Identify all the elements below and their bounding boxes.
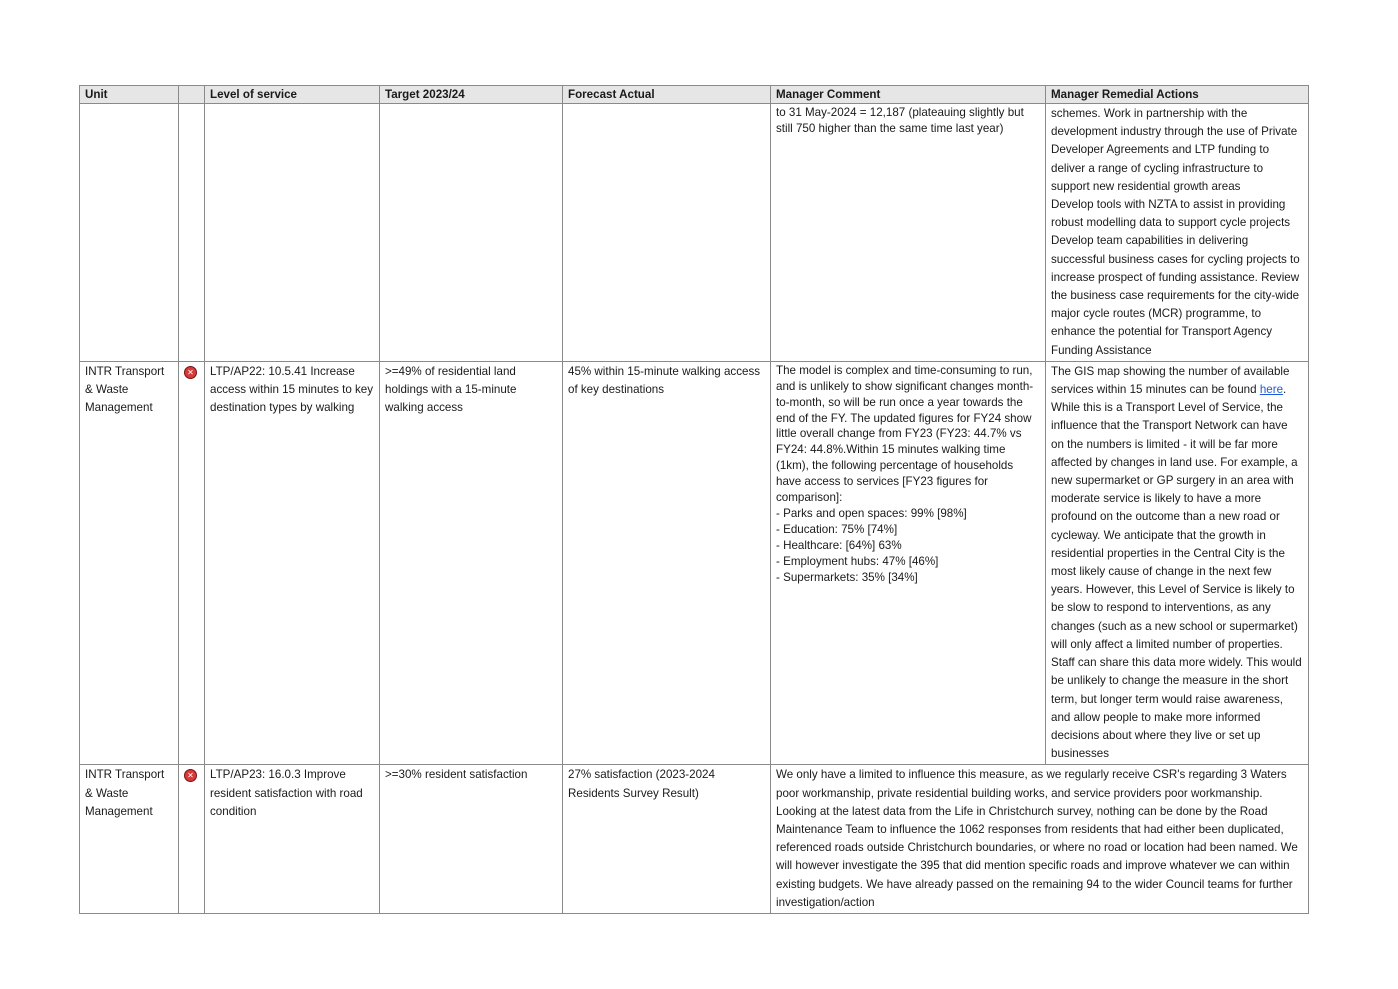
cell-target: [380, 104, 563, 362]
cell-status: [179, 361, 205, 764]
cell-forecast: [563, 104, 771, 362]
header-unit: Unit: [80, 86, 179, 104]
comment-line: - Employment hubs: 47% [46%]: [776, 554, 939, 568]
cell-comment: [771, 361, 1046, 764]
table-row: [80, 361, 1309, 764]
table-row: [80, 765, 1309, 914]
gis-map-link[interactable]: here: [1259, 383, 1284, 397]
cell-level-of-service: [205, 104, 380, 362]
cell-status: [179, 104, 205, 362]
cell-comment-merged: We only have a limited to influence this measure, as we regularly receive CSR's regarding 3 Waters poor workmanship, private residential building works, and service providers poor workmanship. Looking at the latest data from the Life in Christchurch survey, nothing can be done by the Road Maintenance Team to influence the 1062 responses from residents that had either been duplicated, referenced roads outside Christchurch boundaries, or where no road or location had been named. We will however investigate the 395 that did mention specific roads and improve whatever we can within existing budgets. We have already passed on the remaining 94 to the wider Council teams for further investigation/action: [771, 765, 1309, 914]
cell-actions: [1046, 361, 1309, 764]
cell-level-of-service: LTP/AP22: 10.5.41 Increase access within 15 minutes to key destination types by walking: [205, 361, 380, 764]
comment-line: The model is complex and time-consuming to run, and is unlikely to show significant changes month-to-month, so will be run once a year towards the end of the FY. The updated figures for FY24 show little overall change from FY23 (FY23: 44.7% vs FY24: 44.8%.Within 15 minutes walking time (1km), the following percentage of households have access to services [FY23 figures for comparison]:: [776, 363, 1034, 505]
header-manager-remedial-actions: Manager Remedial Actions: [1046, 86, 1309, 104]
header-forecast-actual: Forecast Actual: [563, 86, 771, 104]
table-row: [80, 104, 1309, 362]
actions-text-prefix: The GIS map showing the number of available services within 15 minutes can be found: [1051, 364, 1290, 397]
header-row: [80, 86, 1309, 104]
header-level-of-service: Level of service: [205, 86, 380, 104]
cell-actions: [1046, 104, 1309, 362]
header-manager-comment: Manager Comment: [771, 86, 1046, 104]
comment-line: - Parks and open spaces: 99% [98%]: [776, 507, 967, 520]
cell-comment: [771, 104, 1046, 362]
comment-line: - Education: 75% [74%]: [776, 522, 898, 536]
action-line: Develop tools with NZTA to assist in providing robust modelling data to support cycle projects: [1051, 198, 1291, 230]
cell-status: [179, 765, 205, 914]
comment-line: - Healthcare: [64%] 63%: [776, 538, 902, 552]
cell-unit: [80, 104, 179, 362]
not-achieved-icon: ✕: [184, 769, 197, 782]
action-line: schemes. Work in partnership with the development industry through the use of Private Developer Agreements and LTP funding to deliver a range of cycling infrastructure to support new residential growth areas: [1051, 107, 1298, 193]
header-target: Target 2023/24: [380, 86, 563, 104]
cell-unit: INTR Transport & Waste Management: [80, 361, 179, 764]
cell-unit: INTR Transport & Waste Management: [80, 765, 179, 914]
cell-target: >=30% resident satisfaction: [380, 765, 563, 914]
not-achieved-icon: ✕: [184, 366, 197, 379]
performance-report-table: [79, 85, 1309, 914]
action-line: Develop team capabilities in delivering successful business cases for cycling projects to increase prospect of funding assistance. Review the business case requirements for the city-wide major cycle routes (MCR) programme, to enhance the potential for Transport Agency Funding Assistance: [1051, 234, 1300, 357]
cell-target: >=49% of residential land holdings with a 15-minute walking access: [380, 361, 563, 764]
header-status: [179, 86, 205, 104]
comment-line: to 31 May-2024 = 12,187 (plateauing slightly but still 750 higher than the same time last year): [776, 106, 1024, 135]
actions-text-suffix: . While this is a Transport Level of Service, the influence that the Transport Network can have on the numbers is limited - it will be far more affected by changes in land use. For example, a new supermarket or GP surgery in an area with moderate service is likely to have a more profound on the outcome than a new road or cycleway. We anticipate that the growth in residential properties in the Central City is the most likely cause of change in the next few years. However, this Level of Service is likely to be slow to respond to interventions, as any changes (such as a new school or supermarket) will only affect a limited number of properties. Staff can share this data more widely. This would be unlikely to change the measure in the short term, but longer term would raise awareness, and allow people to make more informed decisions about where they live or set up businesses: [1051, 383, 1302, 761]
comment-line: - Supermarkets: 35% [34%]: [776, 570, 918, 584]
cell-level-of-service: LTP/AP23: 16.0.3 Improve resident satisfaction with road condition: [205, 765, 380, 914]
cell-forecast: 45% within 15-minute walking access of key destinations: [563, 361, 771, 764]
cell-forecast: 27% satisfaction (2023-2024 Residents Survey Result): [563, 765, 771, 914]
